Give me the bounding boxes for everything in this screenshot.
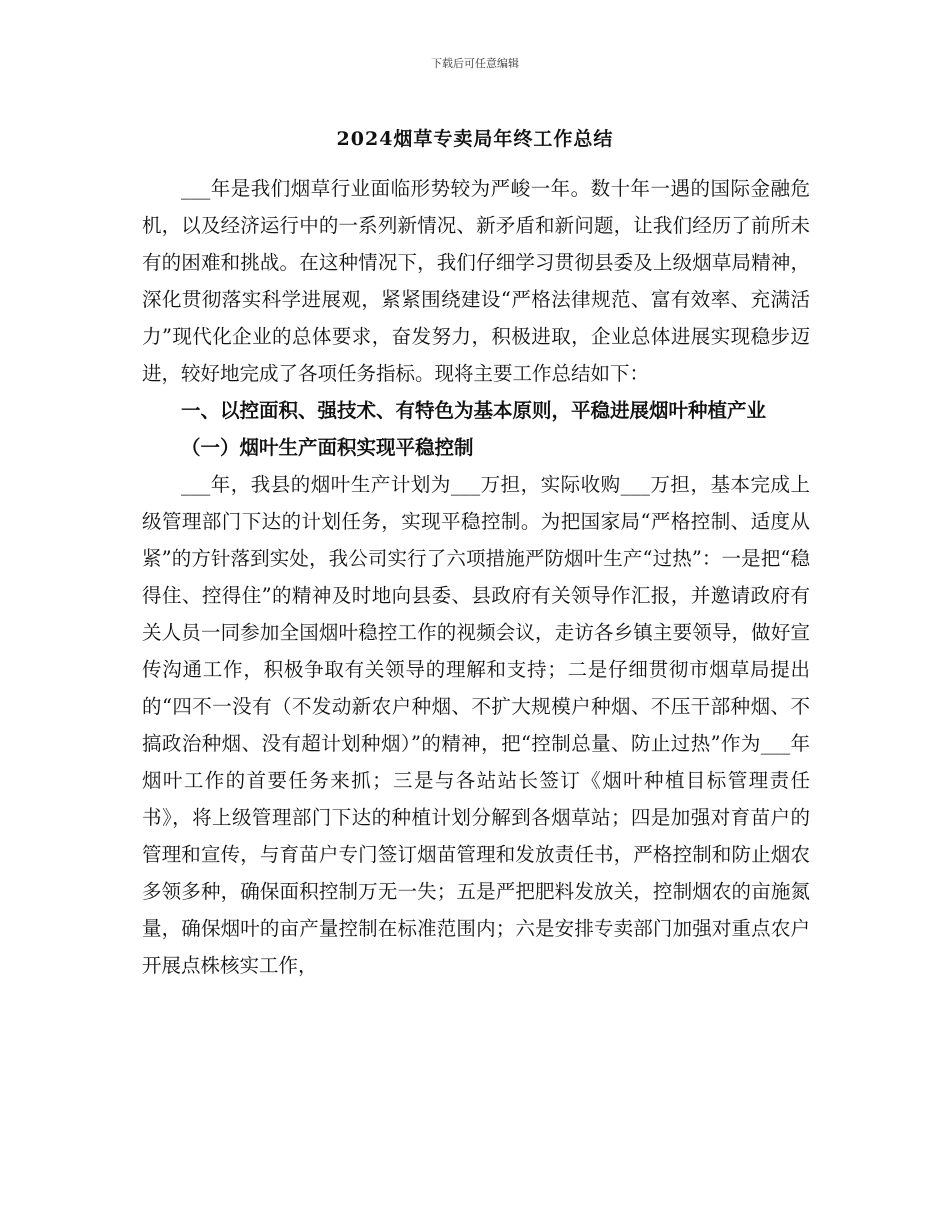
subsection-heading: （一）烟叶生产面积实现平稳控制: [181, 436, 474, 459]
intro-paragraph: ___年是我们烟草行业面临形势较为严峻一年。数十年一遇的国际金融危机，以及经济运行中的一系列新情况、新矛盾和新问题，让我们经历了前所未有的困难和挑战。在这种情况下，我们仔细学习贯彻县委及上级烟草局精神，深化贯彻落实科学进展观，紧紧围绕建设“严格法律规范、富有效率、充满活力”现代化企业的总体要求，奋发努力，积极进取，企业总体进展实现稳步迈进，较好地完成了各项任务指标。现将主要工作总结如下：: [142, 177, 810, 385]
section-heading: 一、以控面积、强技术、有特色为基本原则，平稳进展烟叶种植产业: [181, 399, 767, 422]
download-note: 下载后可任意编辑: [431, 57, 519, 70]
document-title: 2024烟草专卖局年终工作总结: [336, 128, 614, 150]
body-paragraph: ___年，我县的烟叶生产计划为___万担，实际收购___万担，基本完成上级管理部门下达的计划任务，实现平稳控制。为把国家局“严格控制、适度从紧”的方针落到实处，我公司实行了六项措施严防烟叶生产“过热”：一是把“稳得住、控得住”的精神及时地向县委、县政府有关领导作汇报，并邀请政府有关人员一同参加全国烟叶稳控工作的视频会议，走访各乡镇主要领导，做好宣传沟通工作，积极争取有关领导的理解和支持；二是仔细贯彻市烟草局提出的“四不一没有（不发动新农户种烟、不扩大规模户种烟、不压干部种烟、不搞政治种烟、没有超计划种烟）”的精神，把“控制总量、防止过热”作为___年烟叶工作的首要任务来抓；三是与各站站长签订《烟叶种植目标管理责任书》，将上级管理部门下达的种植计划分解到各烟草站；四是加强对育苗户的管理和宣传，与育苗户专门签订烟苗管理和发放责任书，严格控制和防止烟农多领多种，确保面积控制万无一失；五是严把肥料发放关，控制烟农的亩施氮量，确保烟叶的亩产量控制在标准范围内；六是安排专卖部门加强对重点农户开展点株核实工作，: [142, 473, 810, 977]
document-body: [142, 170, 810, 984]
